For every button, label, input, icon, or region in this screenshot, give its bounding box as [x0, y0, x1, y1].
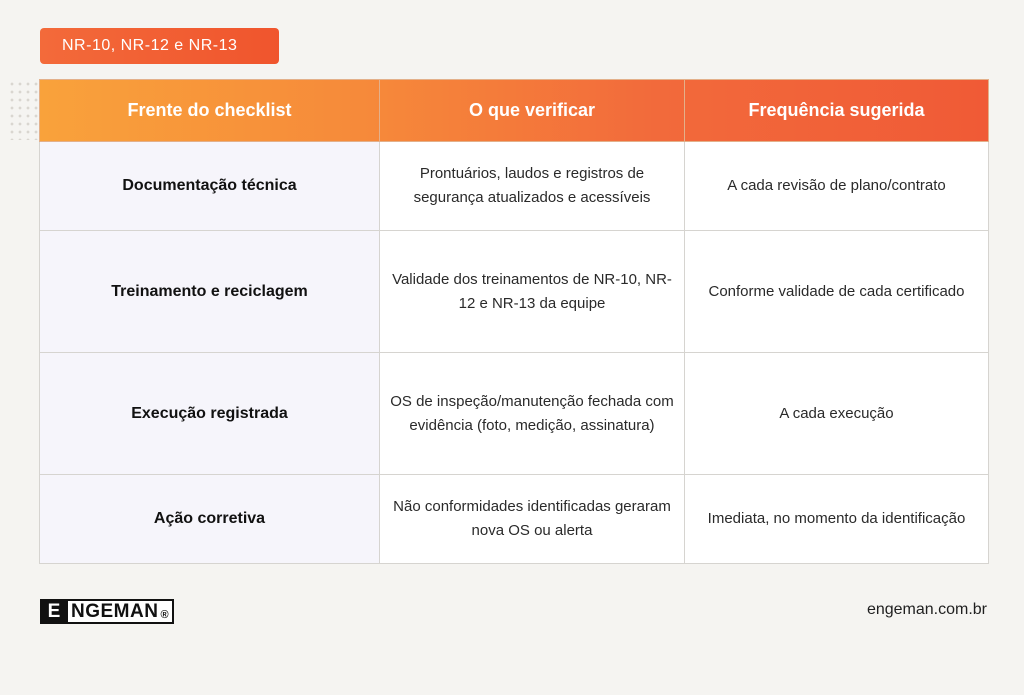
frequency-cell: Imediata, no momento da identificação — [685, 475, 989, 564]
table-row — [40, 231, 989, 353]
decorative-dot-pattern — [8, 80, 42, 140]
engeman-logo — [40, 599, 174, 624]
row-label: Ação corretiva — [40, 475, 380, 564]
table-header-row — [40, 80, 989, 142]
column-header-check: O que verificar — [380, 80, 685, 142]
table-row — [40, 475, 989, 564]
frequency-cell: A cada execução — [685, 353, 989, 475]
table-row — [40, 142, 989, 231]
check-cell: Prontuários, laudos e registros de segurança atualizados e acessíveis — [380, 142, 685, 231]
check-cell: Validade dos treinamentos de NR-10, NR-12 e NR-13 da equipe — [380, 231, 685, 353]
column-header-front: Frente do checklist — [40, 80, 380, 142]
row-label: Treinamento e reciclagem — [40, 231, 380, 353]
table-row — [40, 353, 989, 475]
logo-letter-box: E — [42, 601, 68, 622]
topic-tag — [40, 28, 279, 64]
website-url: engeman.com.br — [866, 601, 987, 618]
check-cell: OS de inspeção/manutenção fechada com evidência (foto, medição, assinatura) — [380, 353, 685, 475]
row-label: Execução registrada — [40, 353, 380, 475]
column-header-frequency: Frequência sugerida — [685, 80, 989, 142]
frequency-cell: Conforme validade de cada certificado — [685, 231, 989, 353]
check-cell: Não conformidades identificadas geraram nova OS ou alerta — [380, 475, 685, 564]
frequency-cell: A cada revisão de plano/contrato — [685, 142, 989, 231]
topic-tag-label: NR-10, NR-12 e NR-13 — [62, 37, 238, 54]
checklist-table — [39, 79, 989, 564]
logo-wordmark: NGEMAN — [71, 600, 159, 622]
row-label: Documentação técnica — [40, 142, 380, 231]
registered-mark: ® — [160, 609, 169, 621]
